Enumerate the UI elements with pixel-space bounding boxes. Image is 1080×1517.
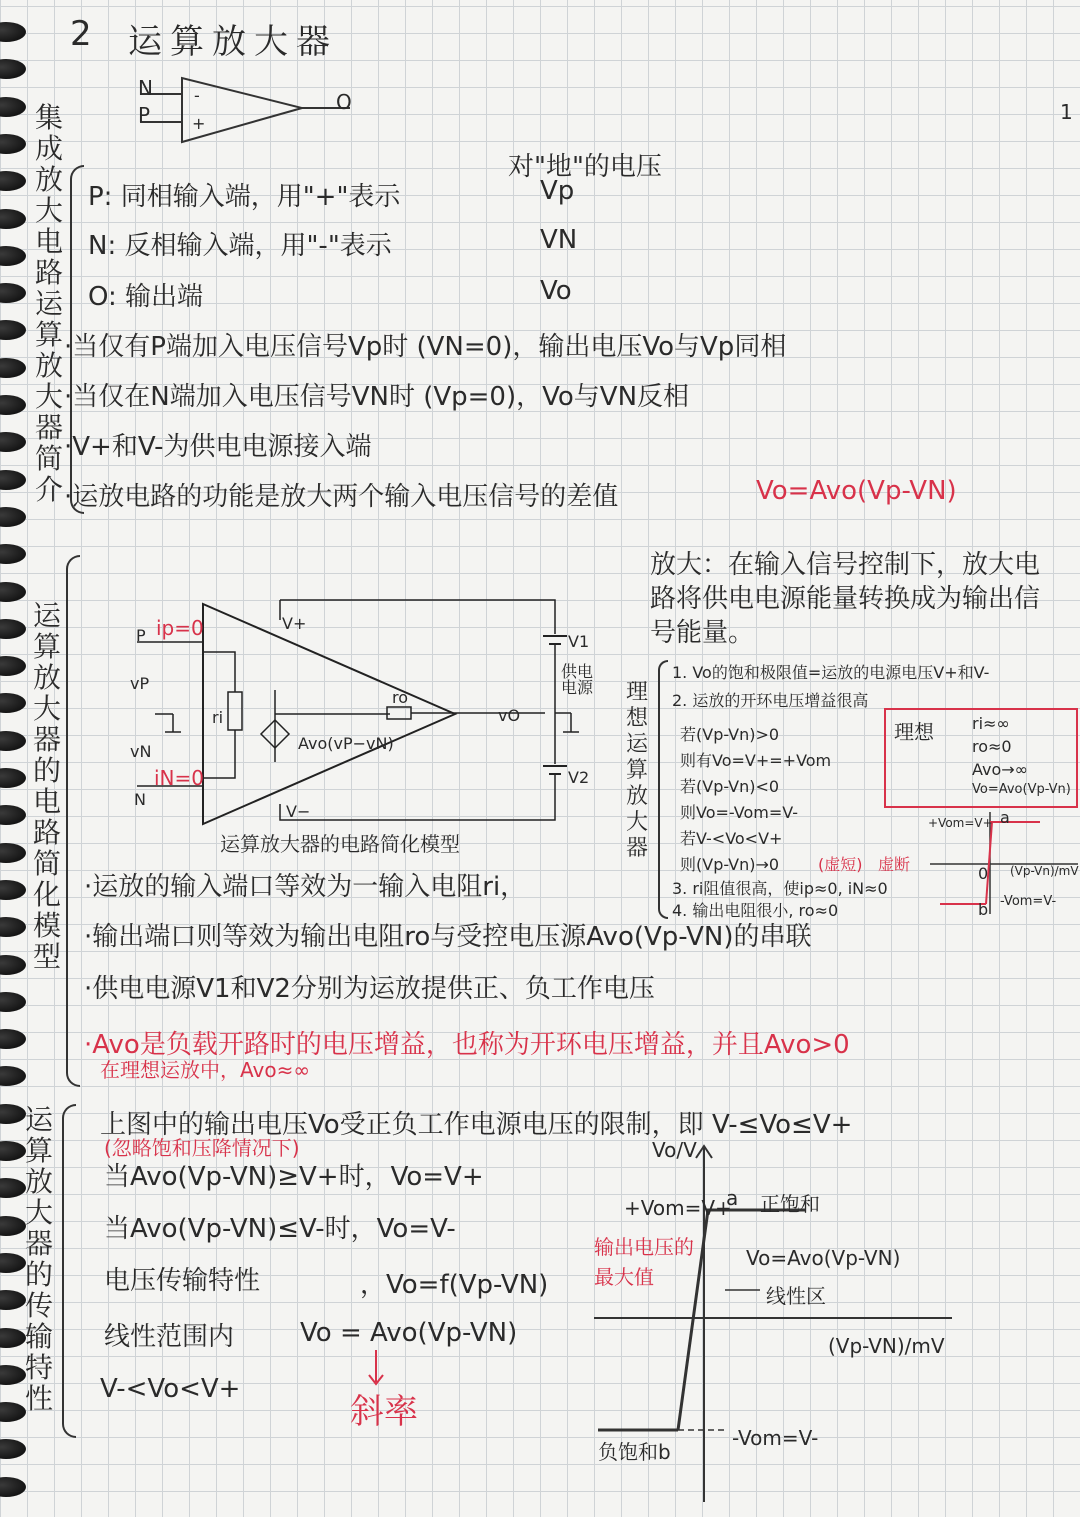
- circuit-vp-label: vP: [130, 674, 150, 693]
- graph-xlabel: (Vp-VN)/mV: [828, 1334, 945, 1358]
- binding-ring: [0, 1066, 26, 1086]
- circuit-vminus-label: V−: [286, 802, 311, 821]
- intro-bullet-1: ·当仅有P端加入电压信号Vp时 (VN=0)，输出电压Vo与Vp同相: [64, 332, 787, 362]
- model-bullet-4-sub: 在理想运放中，Avo≈∞: [100, 1058, 310, 1082]
- circuit-supply-label: 供电电源: [561, 662, 594, 697]
- binding-ring: [0, 619, 26, 639]
- amplify-note: 放大：在输入信号控制下，放大电路将供电电源能量转换成为输出信号能量。: [650, 550, 1041, 648]
- binding-ring: [0, 209, 26, 229]
- symbol-n: N: [138, 76, 153, 100]
- circuit-source-label: Avo(vP−vN): [298, 734, 394, 753]
- binding-ring: [0, 134, 26, 154]
- graph-positive-saturation: 正饱和: [760, 1192, 820, 1216]
- mini-graph-o: 0: [978, 864, 989, 883]
- ideal-line-5: 若(Vp-Vn)<0: [680, 777, 780, 796]
- binding-ring: [0, 395, 26, 415]
- intro-row-o-voltage: Vo: [540, 276, 572, 306]
- mini-graph-b: b: [978, 900, 989, 919]
- mini-graph-top: +Vom=V+: [928, 816, 993, 830]
- circuit-vo-label: vO: [498, 706, 521, 725]
- ideal-box-title: 理想: [894, 720, 934, 744]
- circuit-n-label: N: [134, 790, 146, 809]
- graph-ylabel: Vo/V: [652, 1138, 697, 1162]
- transfer-line-4: 电压传输特性: [104, 1266, 261, 1296]
- circuit-v2-label: V2: [568, 768, 590, 787]
- voltage-column-header: 对"地"的电压: [508, 152, 662, 182]
- binding-ring: [0, 171, 26, 191]
- ideal-line-4: 则有Vo=V+=+Vom: [680, 751, 832, 770]
- circuit-ro-label: ro: [392, 688, 409, 707]
- binding-ring: [0, 843, 26, 863]
- binding-ring: [0, 1439, 26, 1459]
- binding-ring: [0, 805, 26, 825]
- ideal-virtual-open: 虚断: [878, 855, 911, 874]
- ideal-box-item-3: Avo→∞: [972, 760, 1028, 779]
- page-title: 运算放大器: [128, 22, 338, 62]
- symbol-minus: -: [194, 86, 200, 105]
- binding-ring: [0, 470, 26, 490]
- section-label-model: 运算放大器的电路简化模型: [32, 599, 61, 973]
- model-bracket: [66, 555, 80, 1087]
- binding-ring: [0, 59, 26, 79]
- section-label-intro: 集成放大电路运算放大器简介: [34, 101, 63, 506]
- binding-ring: [0, 358, 26, 378]
- transfer-line-2: 当Avo(Vp-VN)≥V+时，Vo=V+: [104, 1162, 484, 1192]
- circuit-vplus-label: V+: [282, 614, 307, 633]
- binding-ring: [0, 507, 26, 527]
- transfer-line-1: 上图中的输出电压Vo受正负工作电源电压的限制，即 V-≤Vo≤V+: [100, 1110, 853, 1140]
- page-mark: 1: [1060, 100, 1073, 124]
- ideal-box-item-2: ro≈0: [972, 737, 1012, 756]
- mini-graph-bottom: -Vom=V-: [1000, 894, 1057, 909]
- binding-ring: [0, 544, 26, 564]
- intro-bullet-3: ·V+和V-为供电电源接入端: [64, 432, 372, 462]
- binding-ring: [0, 992, 26, 1012]
- symbol-plus: +: [192, 114, 206, 133]
- model-bullet-1: ·运放的输入端口等效为一输入电阻ri，: [84, 872, 527, 902]
- binding-ring: [0, 97, 26, 117]
- binding-ring: [0, 1477, 26, 1497]
- symbol-o: O: [336, 90, 352, 114]
- ideal-line-2: 2. 运放的开环电压增益很高: [672, 691, 869, 710]
- transfer-line-5-formula: Vo = Avo(Vp-VN): [300, 1318, 518, 1348]
- binding-ring: [0, 917, 26, 937]
- ideal-line-8: 则(Vp-Vn)→0: [680, 855, 780, 874]
- binding-ring: [0, 693, 26, 713]
- slope-label: 斜率: [350, 1392, 418, 1432]
- section-number: 2: [70, 14, 92, 54]
- ideal-line-10: 4. 输出电阻很小, ro≈0: [672, 901, 839, 920]
- circuit-caption: 运算放大器的电路简化模型: [220, 832, 460, 856]
- graph-formula: Vo=Avo(Vp-VN): [746, 1246, 901, 1270]
- binding-ring: [0, 320, 26, 340]
- binding-ring: [0, 283, 26, 303]
- binding-ring: [0, 768, 26, 788]
- binding-ring: [0, 880, 26, 900]
- graph-point-a: a: [726, 1186, 739, 1210]
- model-bullet-2: ·输出端口则等效为输出电阻ro与受控电压源Avo(Vp-VN)的串联: [84, 922, 812, 952]
- intro-bullet-2: ·当仅在N端加入电压信号VN时 (Vp=0)，Vo与VN反相: [64, 382, 690, 412]
- symbol-p: P: [138, 103, 151, 127]
- intro-row-p-voltage: Vp: [540, 176, 575, 206]
- graph-max-label: 输出电压的最大值: [594, 1235, 694, 1289]
- model-bullet-3: ·供电电源V1和V2分别为运放提供正、负工作电压: [84, 974, 655, 1004]
- circuit-vn-label: vN: [130, 742, 152, 761]
- circuit-ri-label: ri: [212, 708, 224, 727]
- mini-graph-a: a: [1000, 808, 1010, 827]
- binding-ring: [0, 955, 26, 975]
- graph-linear-region: 线性区: [766, 1284, 826, 1308]
- transfer-line-4-formula: ，Vo=f(Vp-VN): [360, 1270, 549, 1300]
- graph-bottom-label: -Vom=V-: [732, 1426, 819, 1450]
- binding-ring: [0, 656, 26, 676]
- transfer-line-5: 线性范围内: [104, 1322, 235, 1352]
- ideal-box-item-1: ri≈∞: [972, 714, 1010, 733]
- intro-row-n-voltage: VN: [540, 225, 578, 255]
- transfer-line-3: 当Avo(Vp-VN)≤V-时，Vo=V-: [104, 1214, 456, 1244]
- model-bullet-4: ·Avo是负载开路时的电压增益，也称为开环电压增益，并且Avo>0: [84, 1030, 850, 1060]
- intro-row-n: N: 反相输入端，用"-"表示: [88, 231, 392, 261]
- ideal-line-3: 若(Vp-Vn)>0: [680, 725, 780, 744]
- transfer-line-1-note: (忽略饱和压降情况下): [104, 1136, 300, 1160]
- ideal-line-1: 1. Vo的饱和极限值=运放的电源电压V+和V-: [672, 663, 990, 682]
- binding-ring: [0, 246, 26, 266]
- ideal-box-item-4: Vo=Avo(Vp-Vn): [972, 782, 1071, 797]
- transfer-bracket: [62, 1104, 76, 1438]
- graph-top-label: +Vom=V+: [624, 1196, 732, 1220]
- binding-ring: [0, 582, 26, 602]
- ideal-line-6: 则Vo=-Vom=V-: [680, 803, 799, 822]
- ideal-virtual-short: (虚短): [818, 855, 863, 874]
- intro-row-p: P: 同相输入端，用"+"表示: [88, 182, 401, 212]
- binding-ring: [0, 22, 26, 42]
- ideal-line-7: 若V-<Vo<V+: [680, 829, 783, 848]
- binding-ring: [0, 731, 26, 751]
- circuit-p-label: P: [136, 626, 146, 645]
- circuit-v1-label: V1: [568, 632, 590, 651]
- circuit-in-label: iN=0: [154, 766, 204, 790]
- section-label-ideal: 理想运算放大器: [625, 680, 648, 861]
- intro-formula: Vo=Avo(Vp-VN): [756, 476, 957, 506]
- ideal-bracket: [658, 660, 668, 919]
- intro-row-o: O: 输出端: [88, 282, 204, 312]
- slope-arrow: [364, 1348, 388, 1388]
- mini-graph-x: (Vp-Vn)/mV: [1010, 864, 1079, 878]
- circuit-ip-label: ip=0: [156, 616, 204, 640]
- intro-bullet-4: ·运放电路的功能是放大两个输入电压信号的差值: [64, 482, 619, 512]
- section-label-transfer: 运算放大器的传输特性: [24, 1103, 53, 1415]
- graph-negative-saturation: 负饱和b: [598, 1440, 671, 1464]
- transfer-line-6: V-<Vo<V+: [100, 1374, 241, 1404]
- ideal-line-9: 3. ri阻值很高，使ip≈0, iN≈0: [672, 879, 888, 898]
- opamp-symbol: [130, 70, 370, 150]
- binding-ring: [0, 1029, 26, 1049]
- binding-ring: [0, 432, 26, 452]
